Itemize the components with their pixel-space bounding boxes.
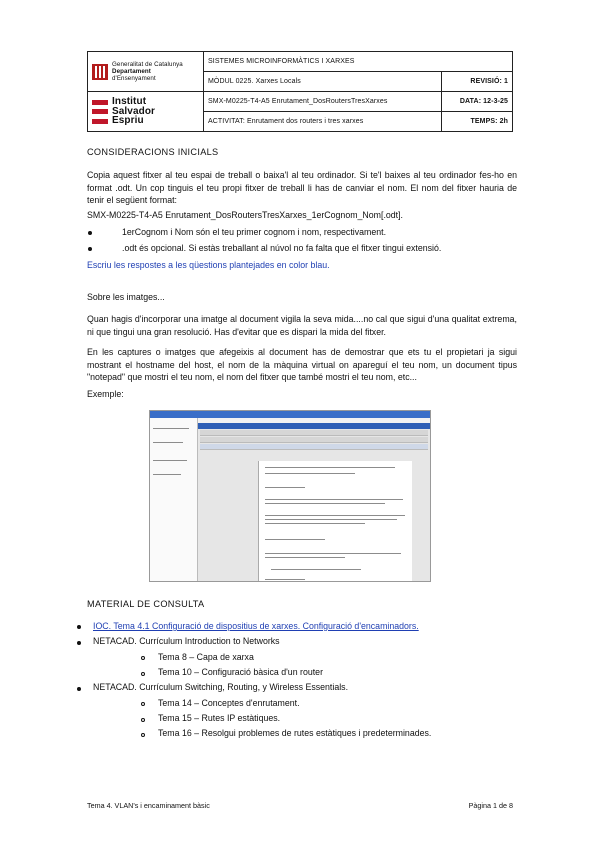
- footer-left: Tema 4. VLAN's i encaminament bàsic: [87, 801, 210, 810]
- bullet-icon: [77, 687, 81, 691]
- bullet-icon: [88, 231, 92, 235]
- logo-inst-line3: Espriu: [112, 115, 144, 127]
- logo-gen-line3: d'Ensenyament: [112, 75, 156, 82]
- header-module: MÒDUL 0225. Xarxes Locals: [204, 72, 442, 92]
- itn-topic-8: Tema 8 – Capa de xarxa: [158, 652, 254, 662]
- sub-bullet-icon: [141, 672, 145, 676]
- institut-logo: [88, 92, 204, 132]
- example-label: Exemple:: [87, 389, 124, 399]
- header-code: SMX-M0225-T4-A5 Enrutament_DosRoutersTresXarxes: [204, 92, 442, 112]
- netacad-itn-reference: NETACAD. Currículum Introduction to Networks: [93, 636, 280, 646]
- example-screenshot-image: [149, 410, 431, 582]
- bullet-icon: [77, 641, 81, 645]
- footer-page-number: Pàgina 1 de 8: [468, 801, 513, 810]
- bullet-cognom: 1erCognom i Nom són el teu primer cognom i nom, respectivament.: [122, 227, 387, 237]
- header-activity: ACTIVITAT: Enrutament dos routers i tres xarxes: [204, 112, 442, 132]
- header-time: TEMPS: 2h: [442, 112, 513, 132]
- filename-format: SMX-M0225-T4-A5 Enrutament_DosRoutersTresXarxes_1erCognom_Nom[.odt].: [87, 210, 404, 220]
- itn-topic-10: Tema 10 – Configuració bàsica d'un router: [158, 667, 324, 677]
- paragraph-intro: Copia aquest fitxer al teu espai de treball o baixa'l al teu ordinador. Si te'l baixes al teu ordinador fes-ho en format .odt. Un cop tinguis el teu propi fitxer de treball li has de canviar el nom. El nom del fitxer hauria de tenir el següent format:: [87, 170, 517, 205]
- sub-bullet-icon: [141, 718, 145, 722]
- logo-gen-line1: Generalitat de Catalunya: [112, 61, 183, 68]
- images-title: Sobre les imatges...: [87, 292, 165, 302]
- sub-bullet-icon: [141, 733, 145, 737]
- bullet-icon: [77, 625, 81, 629]
- section-title-considerations: CONSIDERACIONS INICIALS: [87, 147, 219, 157]
- bullet-icon: [88, 247, 92, 251]
- institut-mark-icon: [92, 100, 108, 124]
- bullet-odt: .odt és opcional. Si estàs treballant al núvol no fa falta que el fitxer tingui extensió.: [122, 243, 442, 253]
- header-revision: REVISIÓ: 1: [442, 72, 513, 92]
- paragraph-screenshots: En les captures o imatges que afegeixis al document has de demostrar que ets tu el propietari ja sigui mostrant el hostname del host, el nom de la màquina virtual on apareguí el teu nom, un document tipus "notepad" que mostri el teu nom, el nom del fitxer que també mostri el teu nom, etc...: [87, 347, 517, 382]
- generalitat-flag-icon: [92, 64, 108, 80]
- sub-bullet-icon: [141, 656, 145, 660]
- header-date: DATA: 12-3-25: [442, 92, 513, 112]
- netacad-srwe-reference: NETACAD. Currículum Switching, Routing, y Wireless Essentials.: [93, 682, 349, 692]
- logo-inst-line2: Salvador: [112, 105, 156, 117]
- paragraph-image-size: Quan hagis d'incorporar una imatge al document vigila la seva mida....no cal que sigui d'una qualitat extrema, ni que tingui una gran resolució. Has d'evitar que es dispari la mida del fitxer.: [87, 314, 517, 337]
- section-title-material: MATERIAL DE CONSULTA: [87, 599, 205, 609]
- header-subject: SISTEMES MICROINFORMÀTICS I XARXES: [204, 52, 513, 72]
- logo-inst-line1: Institut: [112, 96, 147, 108]
- document-header: [87, 51, 513, 132]
- srwe-topic-15: Tema 15 – Rutes IP estàtiques.: [158, 713, 281, 723]
- srwe-topic-16: Tema 16 – Resolgui problemes de rutes estàtiques i predeterminades.: [158, 728, 432, 738]
- sub-bullet-icon: [141, 702, 145, 706]
- blue-note: Escriu les respostes a les qüestions plantejades en color blau.: [87, 260, 330, 270]
- ioc-reference-link[interactable]: IOC. Tema 4.1 Configuració de dispositius de xarxes. Configuració d'encaminadors.: [93, 621, 419, 631]
- generalitat-logo: [88, 52, 204, 92]
- srwe-topic-14: Tema 14 – Conceptes d'enrutament.: [158, 698, 300, 708]
- logo-gen-line2: Departament: [112, 68, 151, 75]
